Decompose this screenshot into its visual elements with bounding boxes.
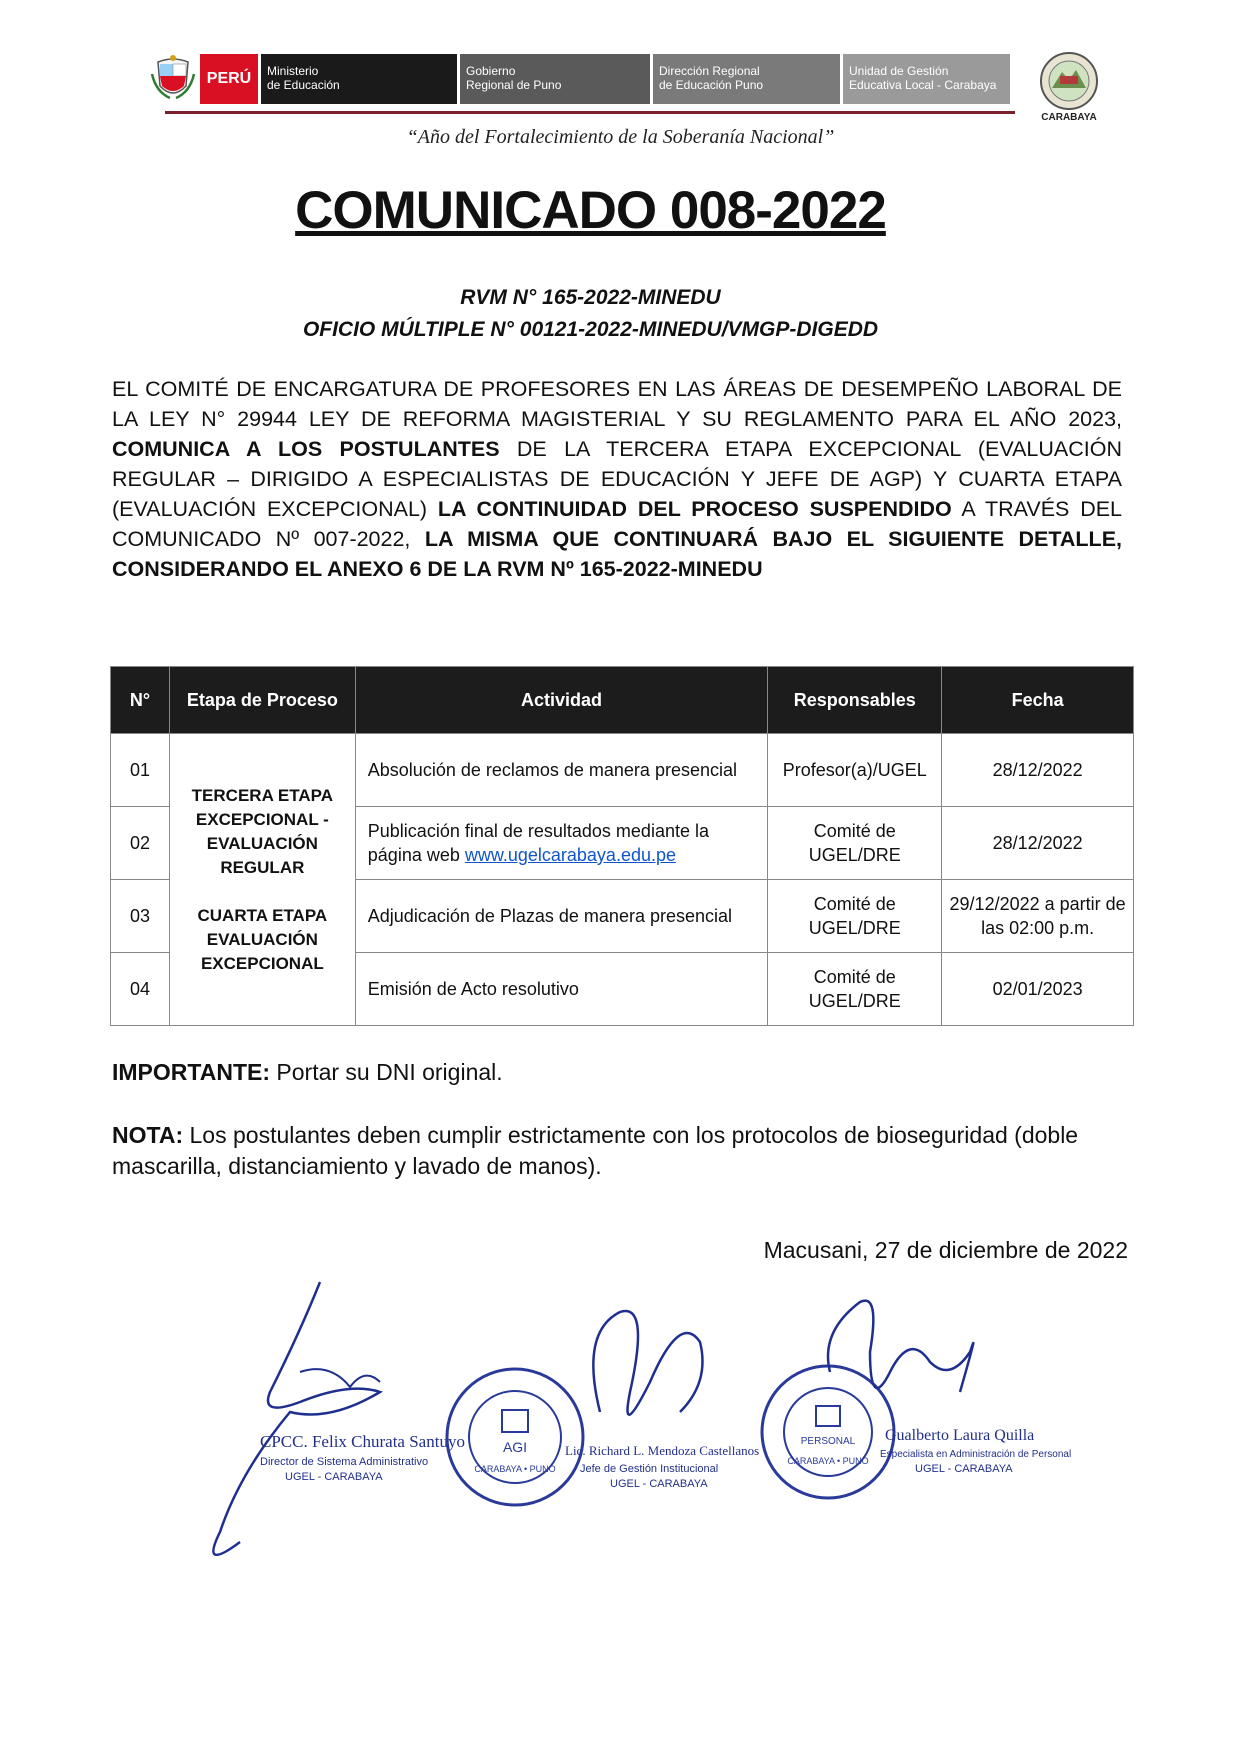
signatures-area [180, 1272, 1120, 1632]
header-etapa: Etapa de Proceso [169, 667, 355, 734]
header-actividad: Actividad [355, 667, 767, 734]
date-cell: 29/12/2022 a partir de las 02:00 p.m. [942, 880, 1134, 953]
page-title: COMUNICADO 008-2022 [295, 181, 886, 240]
oficio-reference: OFICIO MÚLTIPLE N° 00121-2022-MINEDU/VMGP-DIGEDD [302, 318, 879, 341]
row-number: 02 [111, 807, 170, 880]
svg-text:AGI: AGI [502, 1439, 528, 1455]
table-row [111, 734, 1134, 807]
responsables-cell: Comité de UGEL/DRE [768, 880, 942, 953]
signature-2 [565, 1311, 759, 1490]
header-fecha: Fecha [942, 667, 1134, 734]
svg-text:Gualberto Laura Quilla: Gualberto Laura Quilla [885, 1427, 1035, 1444]
date-cell: 28/12/2022 [942, 807, 1134, 880]
institution-banner [150, 50, 1010, 110]
responsables-cell: Profesor(a)/UGEL [768, 734, 942, 807]
svg-text:CARABAYA • PUNO: CARABAYA • PUNO [474, 1464, 556, 1474]
svg-text:CPCC. Felix Churata Santuyo: CPCC. Felix Churata Santuyo [260, 1432, 465, 1451]
svg-text:Jefe de Gestión Institucional: Jefe de Gestión Institucional [580, 1463, 719, 1475]
svg-text:PERSONAL: PERSONAL [800, 1436, 856, 1447]
responsables-cell: Comité de UGEL/DRE [768, 807, 942, 880]
activity-cell: Adjudicación de Plazas de manera presencial [355, 880, 767, 953]
date-cell: 02/01/2023 [942, 953, 1134, 1026]
svg-text:UGEL - CARABAYA: UGEL - CARABAYA [915, 1463, 1013, 1475]
activity-cell: Absolución de reclamos de manera presencial [355, 734, 767, 807]
row-number: 01 [111, 734, 170, 807]
svg-text:CARABAYA • PUNO: CARABAYA • PUNO [787, 1456, 869, 1466]
signature-1 [213, 1282, 465, 1555]
place-and-date: Macusani, 27 de diciembre de 2022 [763, 1237, 1128, 1263]
activity-cell: Publicación final de resultados mediante la página web www.ugelcarabaya.edu.pe [355, 807, 767, 880]
svg-text:UGEL - CARABAYA: UGEL - CARABAYA [285, 1471, 383, 1483]
svg-text:Director de Sistema Administra: Director de Sistema Administrativo [260, 1456, 429, 1468]
ministerio-label: Ministerio de Educación [261, 54, 457, 104]
svg-text:Lic. Richard L. Mendoza Castel: Lic. Richard L. Mendoza Castellanos [565, 1443, 760, 1458]
website-link[interactable]: www.ugelcarabaya.edu.pe [464, 845, 676, 865]
ugel-carabaya-logo [1038, 50, 1100, 124]
rvm-reference: RVM N° 165-2022-MINEDU [460, 286, 721, 309]
date-cell: 28/12/2022 [942, 734, 1134, 807]
direccion-regional-label: Dirección Regional de Educación Puno [653, 54, 840, 104]
stamp-agi [447, 1369, 583, 1505]
row-number: 03 [111, 880, 170, 953]
stage-tercera: TERCERA ETAPA EXCEPCIONAL - EVALUACIÓN REGULAR [191, 785, 334, 877]
row-number: 04 [111, 953, 170, 1026]
table-header-row [111, 667, 1134, 734]
header-responsables: Responsables [768, 667, 942, 734]
signature-3 [828, 1301, 1071, 1475]
year-motto: “Año del Fortalecimiento de la Soberanía Nacional” [406, 126, 835, 148]
announcement-paragraph: EL COMITÉ DE ENCARGATURA DE PROFESORES EN LAS ÁREAS DE DESEMPEÑO LABORAL DE LA LEY N° 29944 LEY DE REFORMA MAGISTERIAL Y SU REGLAMENTO PARA EL AÑO 2023, COMUNICA A LOS POSTULANTES DE LA TERCERA ETAPA EXCEPCIONAL (EVALUACIÓN REGULAR – DIRIGIDO A ESPECIALISTAS DE EDUCACIÓN Y JEFE DE AGP) Y CUARTA ETAPA (EVALUACIÓN EXCEPCIONAL) LA CONTINUIDAD DEL PROCESO SUSPENDIDO A TRAVÉS DEL COMUNICADO Nº 007-2022, LA MISMA QUE CONTINUARÁ BAJO EL SIGUIENTE DETALLE, CONSIDERANDO EL ANEXO 6 DE LA RVM Nº 165-2022-MINEDU [112, 377, 1123, 581]
svg-text:UGEL - CARABAYA: UGEL - CARABAYA [610, 1478, 708, 1490]
svg-text:CARABAYA: CARABAYA [1041, 112, 1097, 123]
responsables-cell: Comité de UGEL/DRE [768, 953, 942, 1026]
header-number: N° [111, 667, 170, 734]
stage-cuarta: CUARTA ETAPA EVALUACIÓN EXCEPCIONAL [197, 905, 328, 973]
peru-coat-of-arms-icon [150, 52, 196, 104]
svg-text:Especialista en Administración: Especialista en Administración de Personal [880, 1449, 1072, 1460]
nota-note: NOTA: Los postulantes deben cumplir estrictamente con los protocolos de bioseguridad (doble mascarilla, distanciamiento y lavado de manos). [112, 1122, 1079, 1179]
activity-cell: Emisión de Acto resolutivo [355, 953, 767, 1026]
stage-cell [169, 734, 355, 1026]
ugel-label: Unidad de Gestión Educativa Local - Carabaya [843, 54, 1010, 104]
peru-label: PERÚ [200, 54, 258, 104]
gobierno-regional-label: Gobierno Regional de Puno [460, 54, 650, 104]
header-divider [165, 111, 1015, 114]
schedule-table [110, 666, 1134, 1026]
important-note: IMPORTANTE: Portar su DNI original. [112, 1059, 503, 1085]
